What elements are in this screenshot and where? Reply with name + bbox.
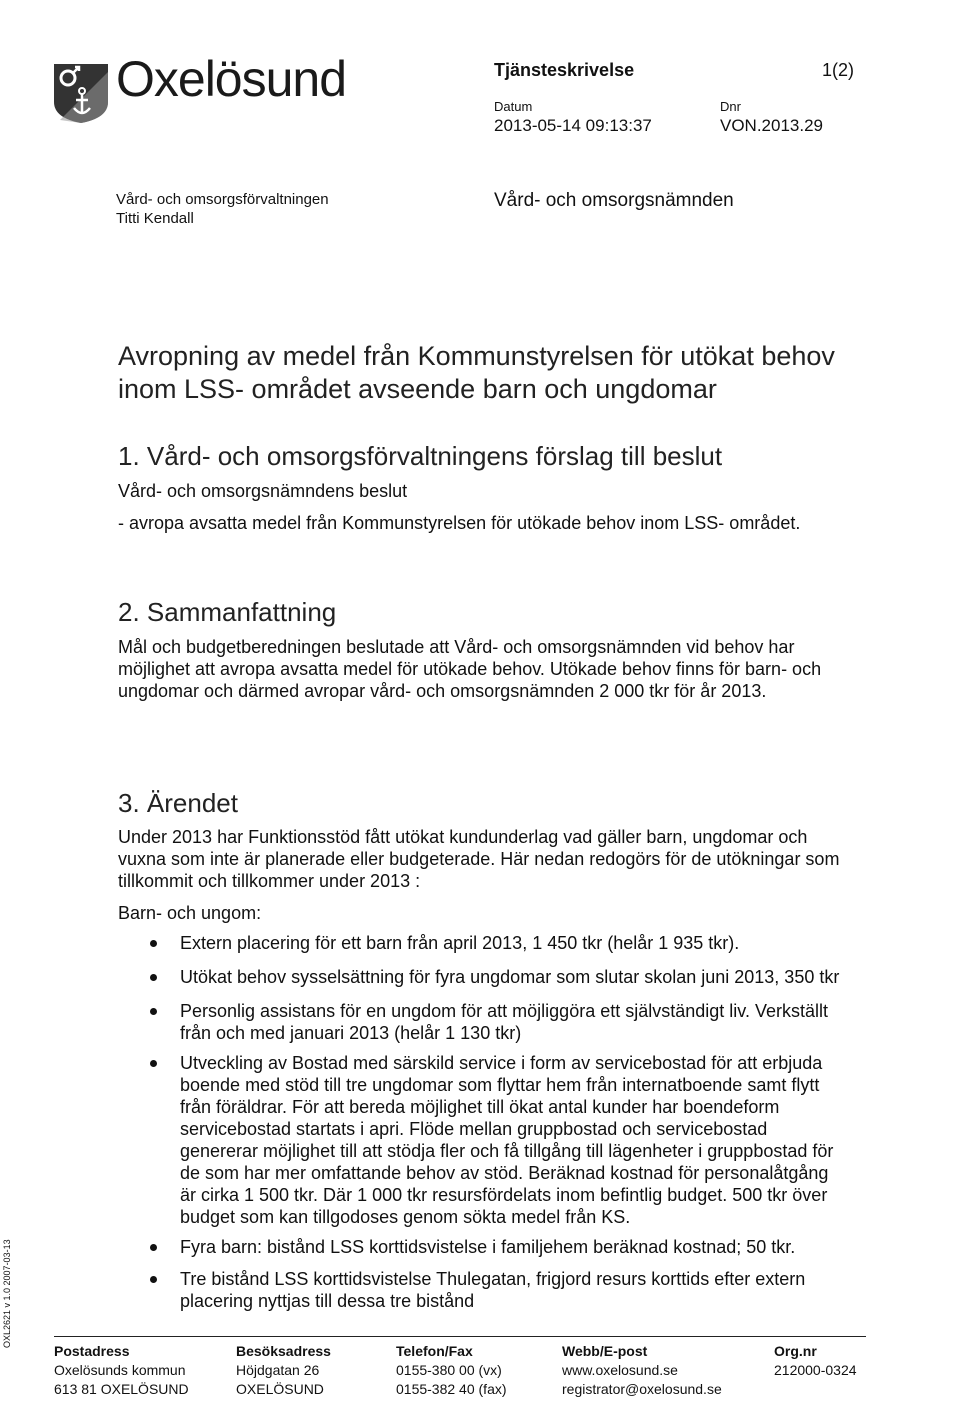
sender-block: [116, 190, 329, 228]
bullet-icon: [150, 974, 157, 981]
website-link[interactable]: www.oxelosund.se: [562, 1362, 678, 1378]
recipient-board: Vård- och omsorgsnämnden: [494, 190, 734, 211]
paragraph-line: ungdomar och därmed avropar vård- och omsorgsnämnden 2 000 tkr för år 2013.: [118, 681, 767, 701]
bullet-icon: [150, 1276, 157, 1283]
list-item-line: boende med stöd till tre ungdomar som flyttar hem från internatboende samt flytt: [180, 1075, 820, 1095]
list-item: [150, 1236, 870, 1258]
paragraph-line: Mål och budgetberedningen beslutade att Vård- och omsorgsnämnden vid behov har: [118, 637, 795, 657]
list-item: [150, 1052, 870, 1228]
logo-text: Oxelösund: [116, 51, 347, 107]
list-item-line: placering nyttjas till dessa tre bistånd: [180, 1291, 475, 1311]
list-item-line: från föräldrar. För att bereda möjlighet till ökat antal kunder har boendeform: [180, 1097, 780, 1117]
list-item-line: är cirka 1 500 tkr. Där 1 000 tkr resursfördelats inom befintlig budget. 500 tkr över: [180, 1185, 828, 1205]
bullet-icon: [150, 1060, 157, 1067]
footer-orgnr: [774, 1342, 857, 1380]
datum-value: 2013-05-14 09:13:37: [494, 116, 652, 135]
footer-line: Höjdgatan 26: [236, 1362, 320, 1378]
municipality-emblem: [52, 62, 110, 124]
list-item-line: budget som kan tillgodoses genom sökta medel från KS.: [180, 1207, 631, 1227]
list-item-line: servicebostad startats i apri. Flöde mellan gruppbostad och servicebostad: [180, 1119, 768, 1139]
bullet-icon: [150, 940, 157, 947]
list-item-line: Extern placering för ett barn från april 2013, 1 450 tkr (helår 1 935 tkr).: [180, 933, 740, 953]
footer-visit: [236, 1342, 331, 1399]
section-1-subheading: Vård- och omsorgsnämndens beslut: [118, 481, 408, 501]
dnr-value: VON.2013.29: [720, 116, 824, 135]
sender-person: Titti Kendall: [116, 210, 194, 227]
paragraph-line: Under 2013 har Funktionsstöd fått utökat kundunderlag vad gäller barn, ungdomar och: [118, 827, 808, 847]
section-1-heading: 1. Vård- och omsorgsförvaltningens förslag till beslut: [118, 441, 723, 471]
footer-line: Oxelösunds kommun: [54, 1362, 186, 1378]
footer-heading: Webb/E-post: [562, 1343, 648, 1359]
paragraph-line: möjlighet att avropa avsatta medel för utökade behov. Utökade behov finns för barn- och: [118, 659, 822, 679]
section-3-heading: 3. Ärendet: [118, 788, 238, 818]
list-item-line: genererar möjlighet till att stödja fler och få tillgång till lägenheter i gruppbostad för: [180, 1141, 834, 1161]
footer-heading: Postadress: [54, 1343, 130, 1359]
footer-postal: [54, 1342, 189, 1399]
list-item: [150, 966, 870, 988]
footer-line: OXELÖSUND: [236, 1381, 324, 1397]
bullet-icon: [150, 1008, 157, 1015]
list-item-line: Fyra barn: bistånd LSS korttidsvistelse i familjehem beräknad kostnad; 50 tkr.: [180, 1237, 796, 1257]
section-2-body: [118, 636, 821, 702]
footer-line: 0155-382 40 (fax): [396, 1381, 507, 1397]
list-item: [150, 932, 870, 954]
form-code-text: OXL2621 v 1.0 2007-03-13: [2, 1239, 12, 1348]
list-item: [150, 1000, 870, 1044]
footer-line: 0155-380 00 (vx): [396, 1362, 502, 1378]
paragraph-line: vuxna som inte är planerade eller budgeterade. Här nedan redogörs för de utökningar som: [118, 849, 840, 869]
bullet-icon: [150, 1244, 157, 1251]
section-2-heading: 2. Sammanfattning: [118, 597, 337, 627]
paragraph-line: tillkommit och tillkommer under 2013 :: [118, 871, 421, 891]
page-number: 1(2): [822, 60, 855, 80]
title-line: inom LSS- området avseende barn och ungdomar: [118, 374, 717, 404]
dnr-label: Dnr: [720, 99, 741, 114]
document-title: [118, 340, 835, 406]
list-item-line: från och med januari 2013 (helår 1 130 tkr): [180, 1023, 522, 1043]
section-1-text: - avropa avsatta medel från Kommunstyrelsen för utökade behov inom LSS- området.: [118, 513, 801, 533]
sender-department: Vård- och omsorgsförvaltningen: [116, 191, 329, 208]
footer-divider: [54, 1336, 866, 1337]
footer-heading: Telefon/Fax: [396, 1343, 473, 1359]
footer-line: 613 81 OXELÖSUND: [54, 1381, 189, 1397]
footer-heading: Besöksadress: [236, 1343, 331, 1359]
list-item-line: Personlig assistans för en ungdom för att möjliggöra ett självständigt liv. Verkställt: [180, 1001, 828, 1021]
title-line: Avropning av medel från Kommunstyrelsen för utökat behov: [118, 341, 835, 371]
list-item-line: Tre bistånd LSS korttidsvistelse Thulegatan, frigjord resurs korttids efter extern: [180, 1269, 806, 1289]
list-item-line: de som har mer omfattande behov av stöd. Beräknad kostnad för personalåtgång: [180, 1163, 829, 1183]
list-intro: Barn- och ungom:: [118, 903, 262, 923]
form-code: [0, 1220, 14, 1350]
footer-web: [562, 1342, 722, 1399]
section-3-body: [118, 826, 839, 892]
document-type: Tjänsteskrivelse: [494, 60, 635, 80]
email-link[interactable]: registrator@oxelosund.se: [562, 1381, 722, 1397]
list-item-line: Utökat behov sysselsättning för fyra ungdomar som slutar skolan juni 2013, 350 tkr: [180, 967, 840, 987]
datum-label: Datum: [494, 99, 533, 114]
list-item-line: Utveckling av Bostad med särskild service i form av servicebostad för att erbjuda: [180, 1053, 823, 1073]
footer-line: 212000-0324: [774, 1362, 857, 1378]
footer-heading: Org.nr: [774, 1343, 817, 1359]
footer-phone: [396, 1342, 507, 1399]
list-item: [150, 1268, 870, 1312]
